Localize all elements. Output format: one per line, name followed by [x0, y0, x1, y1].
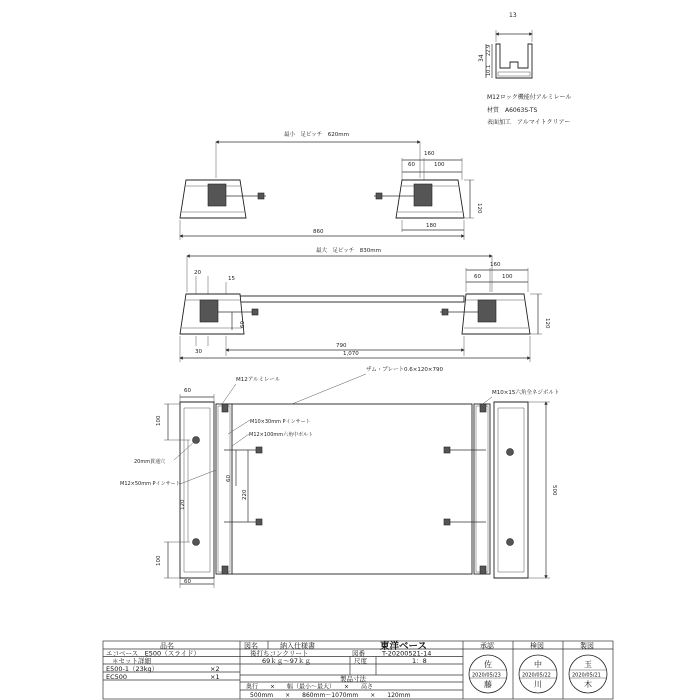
- tb-company: 東洋ベース: [380, 641, 428, 652]
- elevation-max: [180, 246, 550, 362]
- tb-item1: E500-1（23kg）: [106, 665, 159, 673]
- title-block: [103, 640, 613, 699]
- min-d120: 120: [476, 203, 482, 214]
- tb-size-values: 500mm × 860mm～1070mm × 120mm: [250, 692, 411, 699]
- stamp-draw-date: 2020/05/21: [572, 672, 601, 679]
- stamp-check-bottom: 川: [534, 680, 542, 689]
- plan-insert10-label: M10×30mm Pインサート: [250, 419, 311, 425]
- tb-scale: 1：8: [412, 657, 427, 665]
- min-d60: 60: [408, 162, 415, 168]
- max-d790: 790: [336, 343, 347, 349]
- plan-d100-bot: 100: [156, 555, 162, 566]
- tb-h-name: 品名: [160, 642, 174, 650]
- min-d180: 180: [426, 223, 437, 229]
- stamp-check-top: 中: [534, 660, 542, 669]
- tb-weight: 69ｋｇ～97ｋｇ: [262, 657, 312, 665]
- tb-h-drawing-no: 図番: [352, 649, 365, 658]
- max-d100: 100: [502, 274, 513, 280]
- tb-h-check: 検図: [530, 642, 544, 650]
- elevation-min: [180, 130, 482, 240]
- plan-view: [120, 365, 559, 588]
- plan-d60-mid: 60: [226, 475, 232, 482]
- plan-d100-top: 100: [156, 415, 162, 426]
- rail-section: [478, 12, 571, 126]
- max-d120: 120: [544, 318, 550, 329]
- max-d30: 30: [195, 349, 202, 355]
- max-d15: 15: [228, 276, 235, 282]
- max-pitch-label: 最大 足ピッチ 830mm: [316, 248, 381, 254]
- tb-h-size: 製品寸法: [340, 675, 366, 683]
- rail-finish: 表面加工 アルマイトクリアー: [487, 119, 571, 126]
- min-pitch-label: 最小 足ピッチ 620mm: [284, 132, 349, 138]
- plan-d60-bot: 60: [184, 579, 191, 585]
- plan-bolt12-label: M12×100mm六角中ボルト: [249, 432, 314, 438]
- tb-set-detail: ＊セット詳細: [112, 657, 151, 665]
- rail-dim-top: 13: [509, 12, 517, 19]
- rail-dim-right-a: 22.9: [486, 44, 492, 56]
- min-d160: 160: [424, 151, 435, 157]
- max-d20: 20: [194, 270, 201, 276]
- plan-d220: 220: [242, 489, 248, 500]
- rail-material: 材質 A6063S-TS: [487, 107, 538, 114]
- max-d60a: 60: [474, 274, 481, 280]
- stamp-draw-top: 玉: [584, 660, 592, 669]
- tb-h-scale: 尺度: [354, 657, 367, 665]
- stamp-approve-bottom: 藤: [484, 680, 492, 689]
- stamp-draw-bottom: 木: [584, 680, 592, 689]
- min-d860: 860: [313, 229, 324, 235]
- max-d1070: 1,070: [343, 351, 359, 357]
- tb-item1-qty: ×2: [210, 665, 220, 673]
- plan-bolt-label: M10×15六角全ネジボルト: [492, 390, 560, 396]
- stamp-approve-date: 2020/05/23: [472, 672, 501, 679]
- plan-hole-label: 20mm貫通穴: [134, 459, 166, 465]
- plan-rail-label: M12アルミレール: [236, 377, 281, 383]
- tb-size-header: 奥行 × 幅（最小～最大） × 高さ: [246, 683, 374, 691]
- rail-dim-left: 34: [478, 54, 485, 62]
- draw-stamp: [569, 655, 607, 693]
- tb-h-drawing: 図名: [244, 642, 258, 650]
- approval-stamp: [469, 655, 507, 693]
- tb-h-approve: 承認: [480, 642, 494, 650]
- max-d160: 160: [490, 262, 501, 268]
- tb-item2: EC500: [106, 673, 128, 681]
- min-d100: 100: [434, 162, 445, 168]
- tb-item2-qty: ×1: [210, 673, 220, 681]
- plan-d500: 500: [551, 485, 557, 496]
- stamp-approve-top: 佐: [484, 660, 492, 669]
- tb-h-draw: 製図: [580, 642, 594, 650]
- rail-name: M12ロック機能付アルミレール: [487, 94, 572, 101]
- plan-plate-label: ザム・プレート0.6×120×790: [366, 367, 443, 373]
- tb-h-spec: 納入仕様書: [280, 642, 315, 650]
- plan-insert12-label: M12×50mm Pインサート: [120, 481, 181, 487]
- tb-product: エコベース E500（スライド）: [106, 649, 200, 658]
- stamp-check-date: 2020/05/22: [522, 672, 551, 679]
- plan-d60-top: 60: [184, 388, 191, 394]
- check-stamp: [519, 655, 557, 693]
- rail-dim-right-b: 10.1: [486, 64, 492, 76]
- tb-drawing-no: T-20200521-14: [382, 649, 432, 658]
- plan-d120: 120: [180, 499, 186, 510]
- tb-material: 後打ちコンクリート: [250, 649, 309, 658]
- max-d60b: 60: [240, 321, 246, 328]
